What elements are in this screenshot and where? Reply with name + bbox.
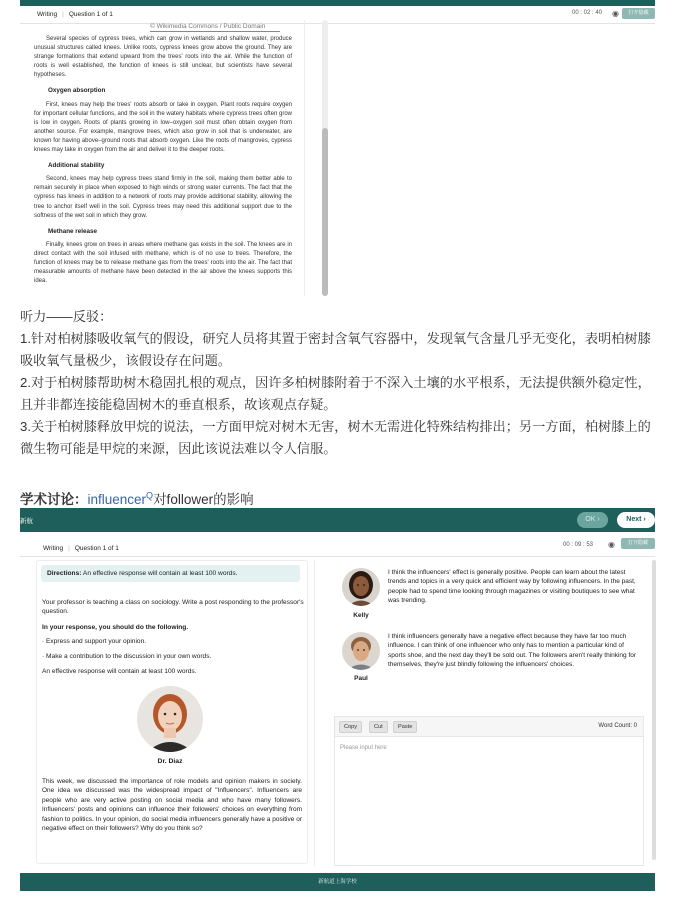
panel-divider xyxy=(314,560,315,866)
student-post-paul: I think influencers generally have a negative effect because they have far too much influence. I can think of one influencer who only has to mention a particular kind of sports shoe, and the next day they'll be sold out. The followers aren't really thinking for themselves, they're just blindly following the influencers' choices. xyxy=(388,633,637,669)
professor-post: This week, we discussed the importance of role models and opinion makers in society. One idea we discussed was the widespread impact of "Influencers". Influencers are people who are very active posting on social media and who have many followers. Influencers' posts and opinions can influence their followers' choices on everything from fashion to politics. In your opinion, do social media influencers generally have a positive or negative effect on their followers? Why do you think so? xyxy=(42,778,302,833)
timer: 00 : 02 : 40 xyxy=(572,10,603,16)
top-toolbar: Writing | Question 1 of 1 00 : 02 : 40 ◉ 打开隐藏 xyxy=(20,6,655,24)
min-words-note: An effective response will contain at least 100 words. xyxy=(42,668,197,675)
response-textarea[interactable]: Please input here xyxy=(334,736,644,866)
section-label: Writing xyxy=(43,545,64,552)
student-post-kelly: I think the influencers' effect is generally positive. People can learn about the latest trends and topics in a very quick and efficient way by following influencers. In the past, people had to spend time looking through magazines or visiting boutiques to see what was trending. xyxy=(388,569,636,605)
listening-title: 听力——反驳： xyxy=(20,309,113,324)
question-counter: Question 1 of 1 xyxy=(68,11,113,18)
professor-name: Dr. Diaz xyxy=(157,758,183,765)
word-count: Word Count: 0 xyxy=(598,723,637,729)
hide-time-button[interactable]: 打开隐藏 xyxy=(622,8,655,19)
directions-text: An effective response will contain at least 100 words. xyxy=(81,570,238,577)
discussion-heading xyxy=(20,488,254,508)
task-intro: Your professor is teaching a class on sociology. Write a post responding to the professor's question. xyxy=(42,599,304,615)
hide-time-button[interactable]: 打开隐藏 xyxy=(621,538,655,549)
passage-heading-stability: Additional stability xyxy=(48,162,105,170)
influencer-link[interactable]: influencer xyxy=(87,492,147,507)
panel-divider xyxy=(304,20,305,296)
eye-icon[interactable]: ◉ xyxy=(612,9,619,18)
image-credit: © Wikimedia Commons / Public Domain xyxy=(150,23,280,32)
paul-avatar xyxy=(342,632,380,670)
bottom-header-bar xyxy=(20,508,655,532)
student-name-kelly: Kelly xyxy=(353,612,369,619)
scrollbar-track[interactable] xyxy=(652,560,656,860)
timer: 00 : 09 : 53 xyxy=(563,542,594,548)
passage-paragraph-stability: Second, knees may help cypress trees stand firmly in the soil, making them better able to remain securely in place when exposed to high winds or strong water currents. The fact that the cypress has knees in addition to a network of roots may provide additional stability, allowing the tree to anchor itself well in the soil. Cypress trees may need this additional support due to the softness of the wet soil in which they grow. xyxy=(34,176,292,219)
instruction-bullet-2: · Make a contribution to the discussion in your own words. xyxy=(42,653,212,660)
bottom-toolbar: Writing | Question 1 of 1 00 : 09 : 53 ◉ 打开隐藏 xyxy=(20,532,655,557)
passage-paragraph-oxygen: First, knees may help the trees' roots absorb or take in oxygen. Plant roots require oxygen for important cellular functions, and the soil in the watery habitats where cypress trees often grow is low in oxygen. Roots of plants growing in low–oxygen soil must often obtain oxygen from another source. For example, mangrove trees, which also grow in soil that is underwater, are known for having above–ground roots that absorb oxygen. Like the roots of mangroves, cypress knees may take in oxygen from the air and deliver it to the deeper roots. xyxy=(34,101,292,154)
passage-paragraph-methane: Finally, knees grow on trees in areas where methane gas exists in the soil. The knees are in direct contact with the soil infused with methane, which is of no use to trees. Therefore, the function of knees may be to release methane gas from the trees' roots into the air. The fact that measurable amounts of methane have been detected in the air above the knees supports this idea. xyxy=(34,241,292,285)
instruction-bullet-1: · Express and support your opinion. xyxy=(42,638,147,645)
eye-icon[interactable]: ◉ xyxy=(608,540,615,549)
rebuttal-point-1: 1.针对柏树膝吸收氧气的假设，研究人员将其置于密封含氧气容器中，发现氧气含量几乎无变化，表明柏树膝吸收氧气量极少，该假设存在问题。 xyxy=(20,331,651,368)
passage-heading-oxygen: Oxygen absorption xyxy=(48,87,106,95)
discussion-rest: 对follower的影响 xyxy=(153,492,254,507)
professor-avatar xyxy=(137,686,203,752)
section-label: Writing xyxy=(37,11,58,18)
copy-button[interactable]: Copy xyxy=(339,721,362,733)
search-icon[interactable]: Q xyxy=(146,490,154,501)
next-button[interactable]: Next › xyxy=(617,512,655,528)
directions-label: Directions: xyxy=(47,570,82,577)
passage-intro: Several species of cypress trees, which can grow in wetlands and shallow water, produce unusual structures called knees. Unlike roots, cypress knees grow above the ground. They are strange formations that extend upward from the trees' roots into the air. While the function of roots is well established, the function of knees is still unclear, but scientists have several hypotheses. xyxy=(34,36,292,79)
discussion-label: 学术讨论： xyxy=(20,492,88,507)
directions-box xyxy=(41,565,300,582)
question-counter: Question 1 of 1 xyxy=(74,545,119,552)
rebuttal-point-2: 2.对于柏树膝帮助树木稳固扎根的观点，因许多柏树膝附着于不深入土壤的水平根系，无法提供额外稳定性，且并非都连接能稳固树木的垂直根系，故该观点存疑。 xyxy=(20,375,651,412)
app-logo: 新航 xyxy=(20,518,33,525)
reading-passage xyxy=(34,35,292,286)
kelly-avatar xyxy=(342,568,380,606)
editor-toolbar xyxy=(334,716,644,736)
ok-button[interactable]: OK › xyxy=(577,512,608,528)
student-name-paul: Paul xyxy=(354,675,368,682)
paste-button[interactable]: Paste xyxy=(393,721,417,733)
footer-bar: 新航道上海学校 xyxy=(20,873,655,891)
scrollbar-thumb[interactable] xyxy=(322,128,328,296)
cut-button[interactable]: Cut xyxy=(369,721,388,733)
instruction-heading: In your response, you should do the following. xyxy=(42,624,189,631)
rebuttal-point-3: 3.关于柏树膝释放甲烷的说法，一方面甲烷对树木无害，树木无需进化特殊结构排出；另一方面，柏树膝上的微生物可能是甲烷的来源，因此该说法难以令人信服。 xyxy=(20,419,651,456)
passage-heading-methane: Methane release xyxy=(48,227,98,235)
